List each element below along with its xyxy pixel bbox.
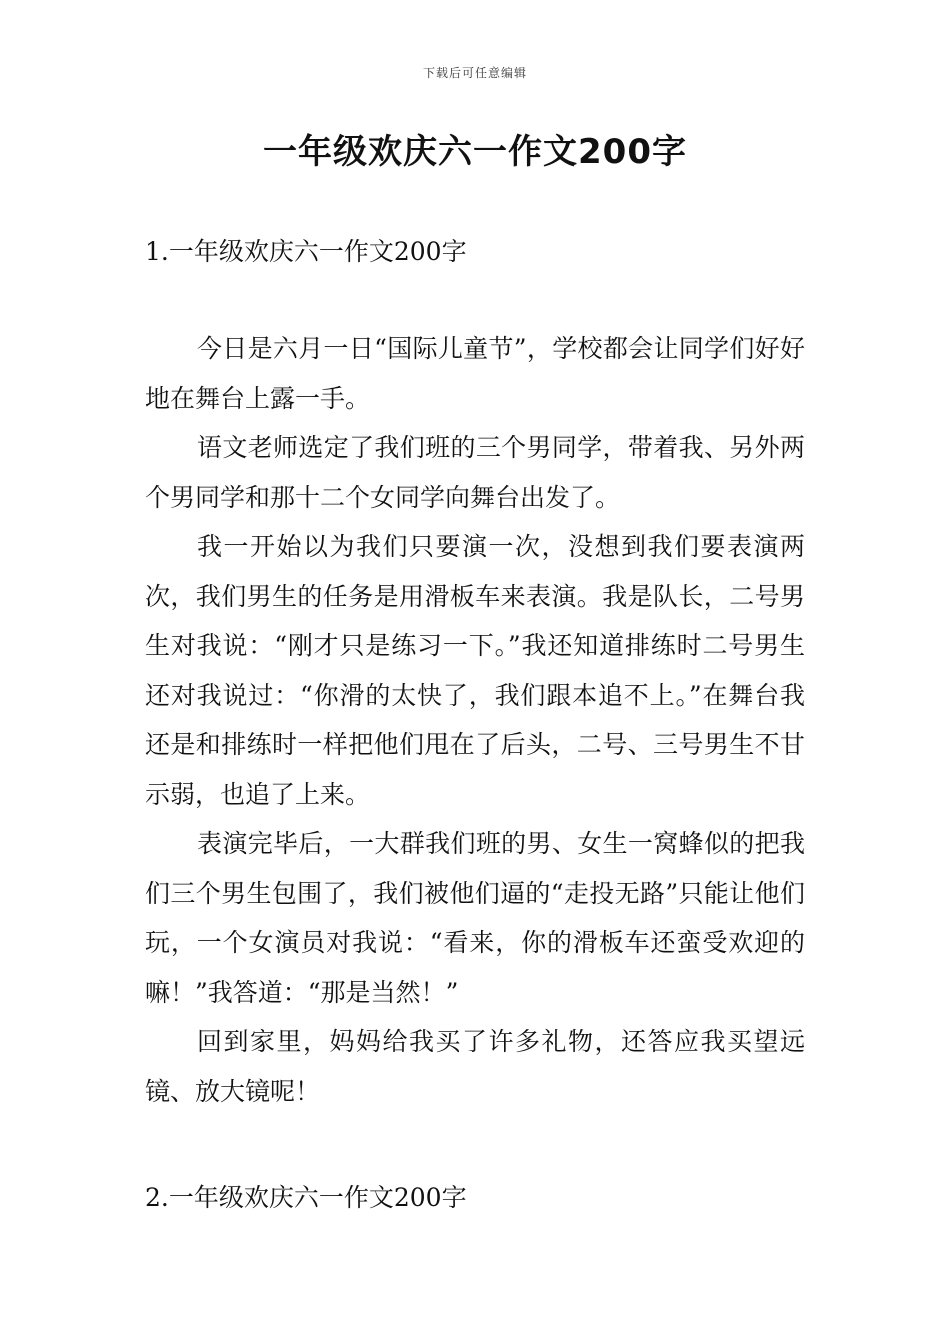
paragraph: 今日是六月一日“国际儿童节”，学校都会让同学们好好地在舞台上露一手。 <box>145 334 805 413</box>
section-heading: 1.一年级欢庆六一作文200字 <box>145 237 467 266</box>
paragraph: 语文老师选定了我们班的三个男同学，带着我、另外两个男同学和那十二个女同学向舞台出发了。 <box>145 433 805 512</box>
paragraph: 回到家里，妈妈给我买了许多礼物，还答应我买望远镜、放大镜呢！ <box>145 1027 805 1106</box>
paragraph: 我一开始以为我们只要演一次，没想到我们要表演两次，我们男生的任务是用滑板车来表演。我是队长，二号男生对我说：“刚才只是练习一下。”我还知道排练时二号男生还对我说过：“你滑的太快了，我们跟本追不上。”在舞台我还是和排练时一样把他们甩在了后头，二号、三号男生不甘示弱，也追了上来。 <box>145 532 805 809</box>
header-note: 下载后可任意编辑 <box>422 66 527 80</box>
paragraph: 表演完毕后，一大群我们班的男、女生一窝蜂似的把我们三个男生包围了，我们被他们逼的“走投无路”只能让他们玩，一个女演员对我说：“看来，你的滑板车还蛮受欢迎的嘛！”我答道：“那是当然！” <box>145 829 805 1007</box>
page-title: 一年级欢庆六一作文200字 <box>263 132 687 172</box>
essay-body <box>145 324 805 1116</box>
section-heading: 2.一年级欢庆六一作文200字 <box>145 1183 467 1212</box>
